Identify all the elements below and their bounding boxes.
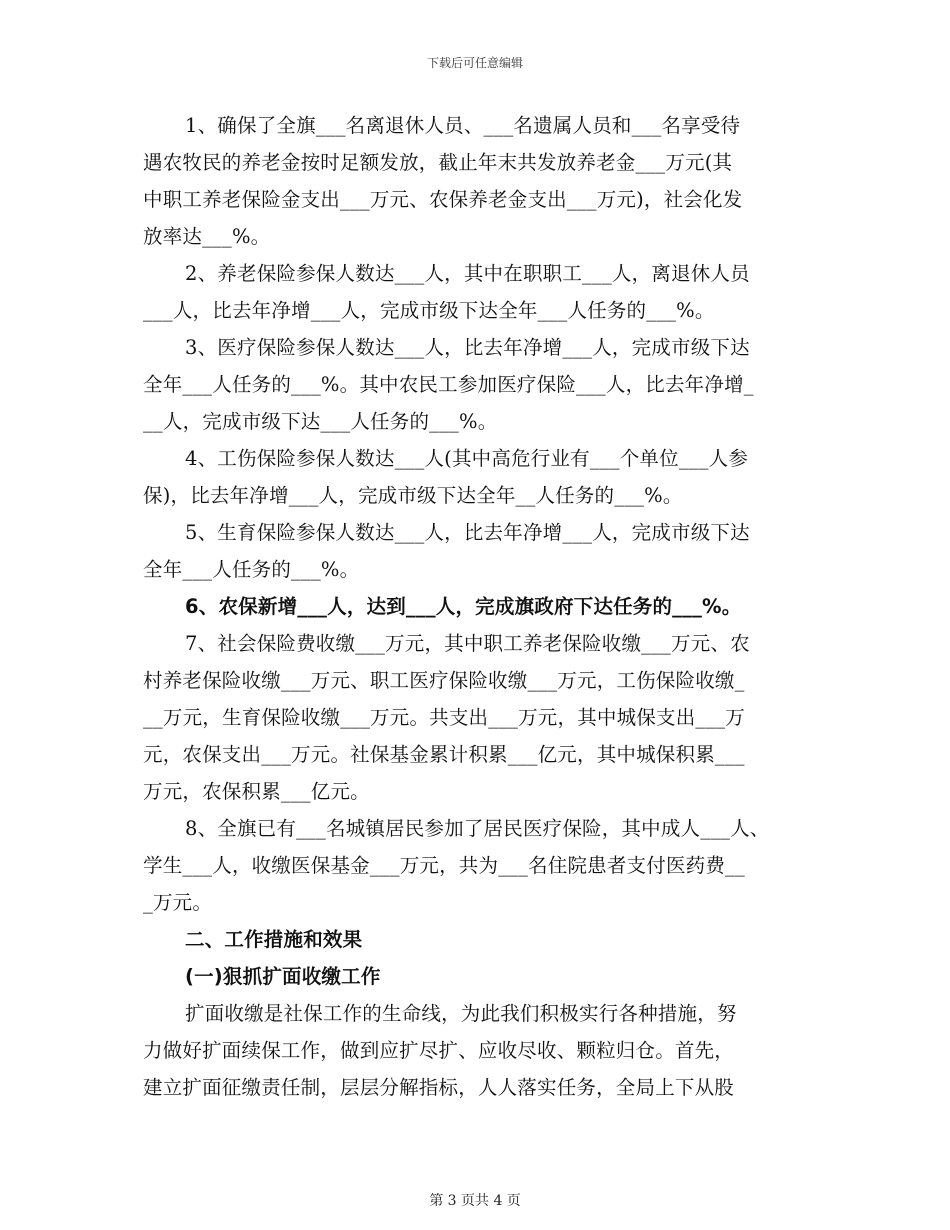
section-heading: 二、工作措施和效果 xyxy=(185,928,363,951)
paragraph-line: 力做好扩面续保工作，做到应扩尽扩、应收尽收、颗粒归仓。首先， xyxy=(143,1039,735,1062)
paragraph-line: _万元。 xyxy=(143,891,213,914)
paragraph-line: 万元，农保积累___亿元。 xyxy=(143,780,370,803)
paragraph-line: 3、医疗保险参保人数达___人，比去年净增___人，完成市级下达 xyxy=(185,336,750,359)
paragraph-line: 2、养老保险参保人数达___人，其中在职职工___人，离退休人员 xyxy=(185,262,750,285)
page-footer: 第 3 页共 4 页 xyxy=(429,1193,521,1209)
bold-paragraph-line: 6、农保新增___人，达到___人，完成旗政府下达任务的___%。 xyxy=(185,595,742,618)
paragraph-line: 学生___人，收缴医保基金___万元，共为___名住院患者支付医药费__ xyxy=(143,854,745,877)
paragraph-line: 全年___人任务的___%。 xyxy=(143,558,360,581)
paragraph-line: __万元，生育保险收缴___万元。共支出___万元，其中城保支出___万 xyxy=(143,706,745,729)
paragraph-line: 元，农保支出___万元。社保基金累计积累___亿元，其中城保积累___ xyxy=(143,743,745,766)
page-header: 下载后可任意编辑 xyxy=(426,56,523,70)
paragraph-line: 村养老保险收缴___万元、职工医疗保险收缴___万元，工伤保险收缴_ xyxy=(143,669,745,692)
paragraph-line: __人，完成市级下达___人任务的___%。 xyxy=(143,410,498,433)
paragraph-line: 保)，比去年净增___人，完成市级下达全年__人任务的___%。 xyxy=(143,484,683,507)
paragraph-line: 遇农牧民的养老金按时足额发放，截止年末共发放养老金___万元(其 xyxy=(143,151,733,174)
paragraph-line: 放率达___%。 xyxy=(143,225,271,248)
paragraph-line: 建立扩面征缴责任制，层层分解指标，人人落实任务，全局上下从股 xyxy=(143,1076,735,1099)
paragraph-line: 1、确保了全旗___名离退休人员、___名遗属人员和___名享受待 xyxy=(185,114,741,137)
paragraph-line: 中职工养老保险金支出___万元、农保养老金支出___万元)，社会化发 xyxy=(143,188,743,211)
paragraph-line: 扩面收缴是社保工作的生命线，为此我们积极实行各种措施，努 xyxy=(185,1002,737,1025)
paragraph-line: ___人，比去年净增___人，完成市级下达全年___人任务的___%。 xyxy=(143,299,715,322)
paragraph-line: 8、全旗已有___名城镇居民参加了居民医疗保险，其中成人___人、 xyxy=(185,817,770,840)
paragraph-line: 4、工伤保险参保人数达___人(其中高危行业有___个单位___人参 xyxy=(185,447,749,470)
paragraph-line: 7、社会保险费收缴___万元，其中职工养老保险收缴___万元、农 xyxy=(185,632,750,655)
paragraph-line: 全年___人任务的___%。其中农民工参加医疗保险___人，比去年净增_ xyxy=(143,373,754,396)
paragraph-line: 5、生育保险参保人数达___人，比去年净增___人，完成市级下达 xyxy=(185,521,750,544)
subsection-heading: (一)狠抓扩面收缴工作 xyxy=(185,965,381,988)
